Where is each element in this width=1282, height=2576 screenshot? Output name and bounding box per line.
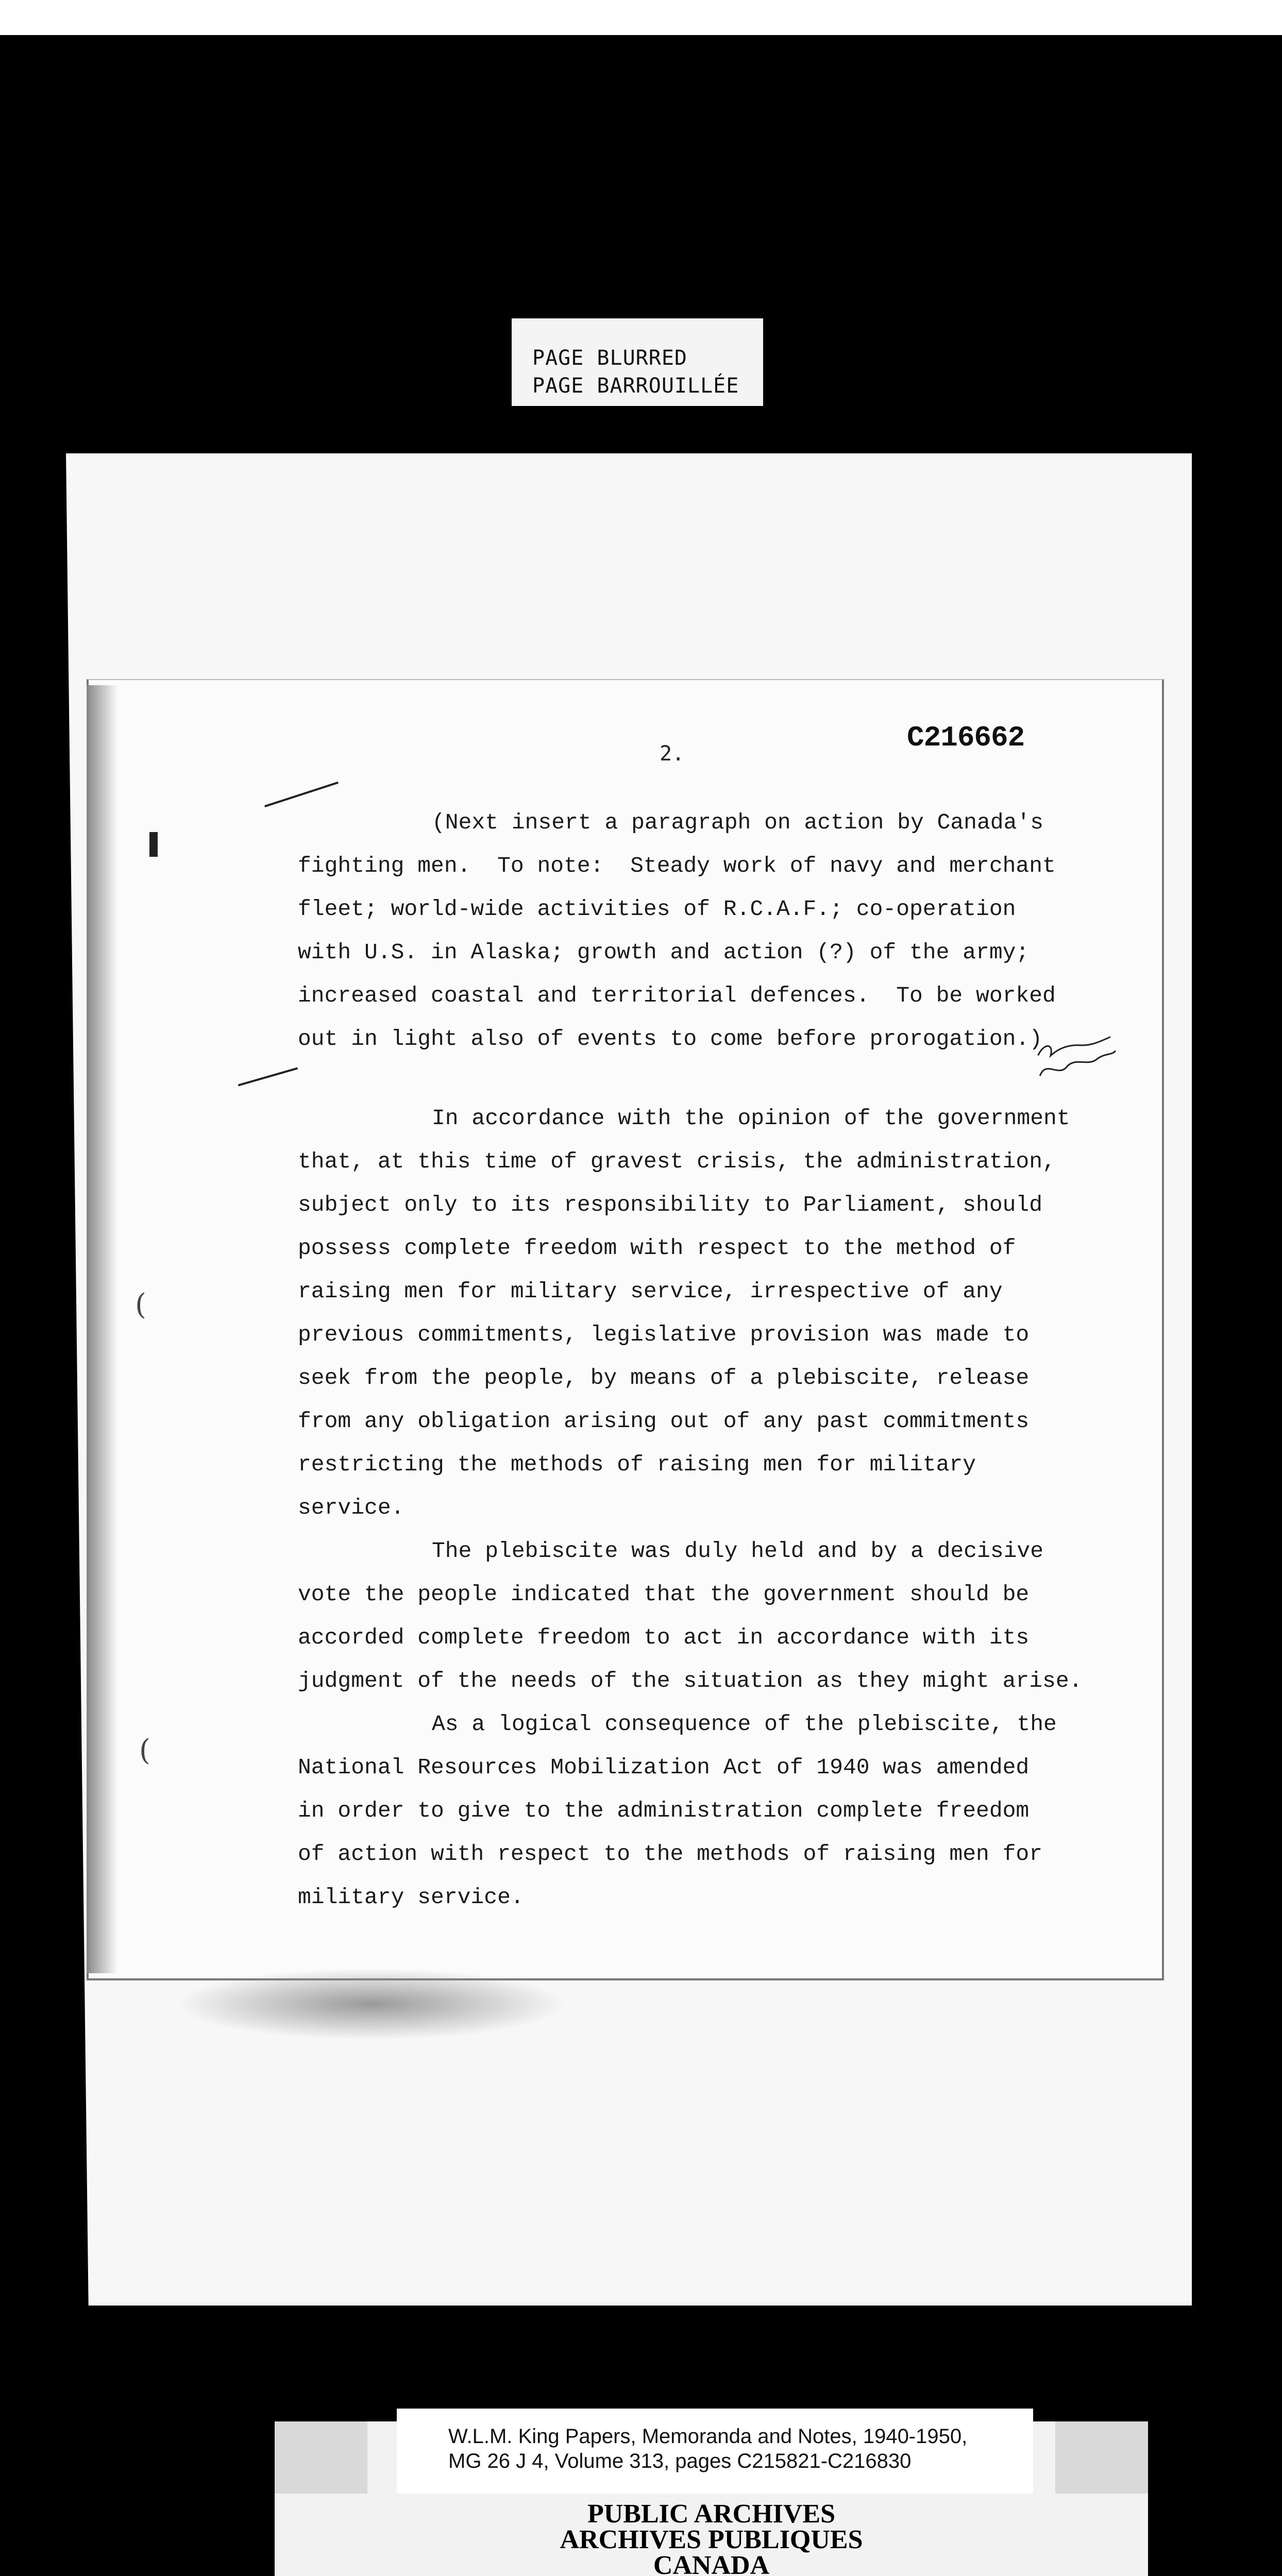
text-line: accorded complete freedom to act in accordance with its xyxy=(298,1625,1030,1650)
text-line: with U.S. in Alaska; growth and action (?) of the army; xyxy=(298,940,1030,965)
text-line: from any obligation arising out of any past commitments xyxy=(298,1409,1030,1434)
page-blurred-label-en: PAGE BLURRED xyxy=(532,346,687,370)
citation-line: MG 26 J 4, Volume 313, pages C215821-C216830 xyxy=(448,2450,912,2472)
text-line: National Resources Mobilization Act of 1940 was amended xyxy=(298,1755,1030,1780)
archive-name-fr: ARCHIVES PUBLIQUES xyxy=(560,2525,863,2554)
text-line: in order to give to the administration complete freedom xyxy=(298,1798,1030,1823)
footer-tab-left xyxy=(275,2421,367,2494)
text-line: restricting the methods of raising men for military xyxy=(298,1452,976,1477)
text-line: fighting men. To note: Steady work of navy and merchant xyxy=(298,853,1056,878)
text-line: service. xyxy=(298,1495,404,1520)
page-blurred-label-fr: PAGE BARROUILLÉE xyxy=(532,374,739,398)
top-white-strip xyxy=(0,0,1282,35)
text-line: that, at this time of gravest crisis, the administration, xyxy=(298,1149,1056,1174)
margin-ink-mark xyxy=(149,832,158,857)
archive-country: CANADA xyxy=(653,2551,770,2576)
text-line: subject only to its responsibility to Parliament, should xyxy=(298,1192,1043,1217)
text-line: judgment of the needs of the situation as they might arise. xyxy=(298,1668,1083,1693)
text-line: vote the people indicated that the government should be xyxy=(298,1582,1030,1607)
page-blurred-label xyxy=(512,318,763,406)
document-stamp-number: C216662 xyxy=(907,721,1025,754)
text-line: As a logical consequence of the plebiscite, the xyxy=(432,1711,1057,1737)
scan-smudge xyxy=(175,1968,567,2040)
citation-card xyxy=(397,2409,1033,2494)
text-line: raising men for military service, irrespective of any xyxy=(298,1279,1003,1304)
margin-bracket-mark: ( xyxy=(139,1734,150,1767)
footer-tab-right xyxy=(1055,2421,1148,2494)
text-line: previous commitments, legislative provision was made to xyxy=(298,1322,1030,1347)
citation-line: W.L.M. King Papers, Memoranda and Notes, 1940-1950, xyxy=(448,2425,968,2448)
page-edge-shadow xyxy=(87,685,117,1973)
text-line: In accordance with the opinion of the government xyxy=(432,1106,1070,1131)
text-line: possess complete freedom with respect to the method of xyxy=(298,1235,1016,1261)
text-line: seek from the people, by means of a plebiscite, release xyxy=(298,1365,1030,1391)
text-line: fleet; world-wide activities of R.C.A.F.; co-operation xyxy=(298,896,1016,922)
text-line: increased coastal and territorial defences. To be worked xyxy=(298,983,1056,1008)
text-line: (Next insert a paragraph on action by Canada's xyxy=(432,810,1043,835)
archive-name xyxy=(275,2501,1148,2576)
text-line: The plebiscite was duly held and by a decisive xyxy=(432,1538,1043,1564)
text-line: of action with respect to the methods of raising men for xyxy=(298,1841,1043,1867)
archive-name-en: PUBLIC ARCHIVES xyxy=(587,2499,836,2529)
text-line: out in light also of events to come before prorogation.) xyxy=(298,1026,1043,1052)
typed-text-body xyxy=(298,801,1102,1919)
margin-bracket-mark: ( xyxy=(135,1288,146,1321)
text-line: military service. xyxy=(298,1885,524,1910)
page-number: 2. xyxy=(660,742,685,766)
